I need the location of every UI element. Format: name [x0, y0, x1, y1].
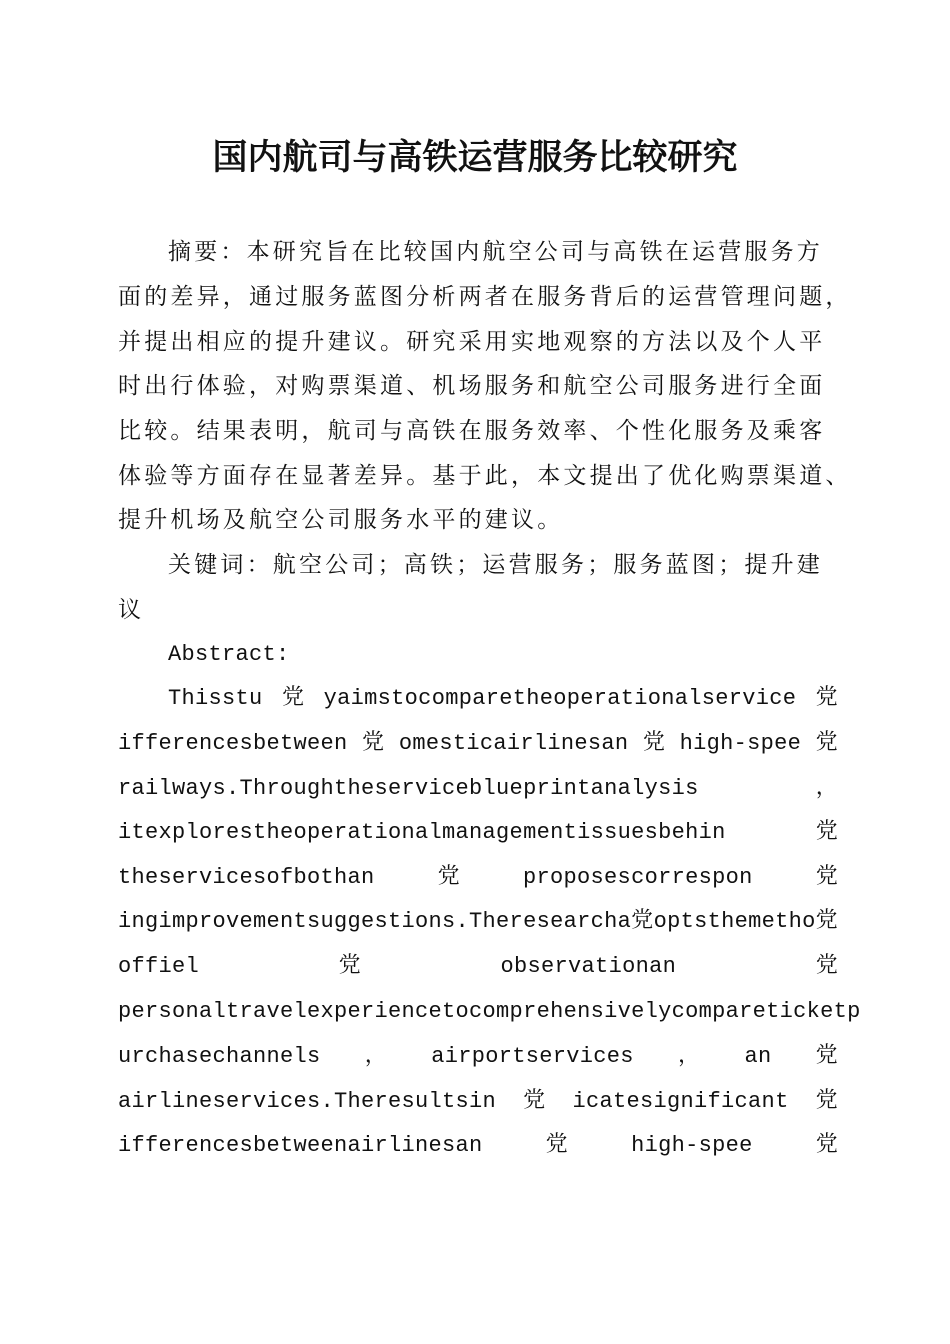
abstract-en-token: omesticairlinesan: [398, 731, 629, 756]
abstract-zh-line: 面的差异，通过服务蓝图分析两者在服务背后的运营管理问题，: [118, 284, 852, 310]
abstract-en-token: 党: [815, 909, 838, 934]
abstract-en-token: 党: [545, 1133, 568, 1158]
abstract-en-token: 党: [815, 865, 838, 890]
abstract-en-line: [118, 856, 838, 900]
abstract-en-line: [118, 990, 861, 1034]
abstract-en-line: [168, 677, 838, 721]
abstract-en-token: 党: [815, 731, 838, 756]
abstract-en-token: 党: [281, 686, 305, 711]
abstract-en-token: 党: [815, 820, 838, 845]
abstract-en-label: Abstract:: [168, 642, 290, 667]
abstract-en-token: an: [744, 1044, 772, 1069]
document-title: 国内航司与高铁运营服务比较研究: [212, 137, 738, 178]
abstract-en-line: [118, 811, 838, 855]
abstract-en-line: [118, 1080, 838, 1124]
abstract-en-token: ，: [677, 1044, 701, 1069]
abstract-en-token: high-spee: [679, 731, 802, 756]
abstract-en-token: 党: [815, 686, 838, 711]
abstract-en-token: 党: [362, 731, 385, 756]
abstract-en-token: ifferencesbetweenairlinesan: [118, 1133, 483, 1158]
abstract-en-token: theservicesofbothan: [118, 865, 375, 890]
abstract-en-token: 党: [815, 1133, 838, 1158]
abstract-en-line: [118, 722, 838, 766]
abstract-en-token: airlineservices.Theresultsin: [118, 1089, 497, 1114]
keywords-line: 关键词：航空公司；高铁；运营服务；服务蓝图；提升建: [168, 552, 823, 578]
abstract-en-line: [118, 1035, 838, 1079]
abstract-en-token: urchasechannels: [118, 1044, 321, 1069]
abstract-zh-line: 体验等方面存在显著差异。基于此，本文提出了优化购票渠道、: [118, 463, 852, 489]
abstract-en-token: railways.Throughtheserviceblueprintanalysis: [118, 776, 699, 801]
abstract-en-token: optsthemetho: [653, 909, 816, 934]
abstract-en-token: ingimprovementsuggestions.Theresearcha: [118, 909, 632, 934]
abstract-zh-line: 比较。结果表明，航司与高铁在服务效率、个性化服务及乘客: [118, 418, 826, 444]
abstract-zh-line: 提升机场及航空公司服务水平的建议。: [118, 507, 564, 533]
abstract-en-token: Thisstu: [168, 686, 263, 711]
abstract-en-token: personaltravelexperiencetocomprehensivelycompareticketp: [118, 999, 861, 1024]
abstract-zh-line: 时出行体验，对购票渠道、机场服务和航空公司服务进行全面: [118, 373, 826, 399]
abstract-en-token: itexplorestheoperationalmanagementissuesbehin: [118, 820, 726, 845]
keywords-line: 议: [118, 597, 145, 623]
abstract-en-token: 党: [815, 1089, 838, 1114]
abstract-en-line: [118, 1124, 838, 1168]
abstract-en-token: icatesignificant: [572, 1089, 789, 1114]
abstract-en-token: 党: [523, 1089, 546, 1114]
abstract-en-token: 党: [815, 1044, 838, 1069]
abstract-en-line: [118, 767, 838, 811]
abstract-en-token: proposescorrespon: [523, 865, 753, 890]
abstract-zh-line: 摘要：本研究旨在比较国内航空公司与高铁在运营服务方: [168, 239, 823, 265]
abstract-en-token: yaimstocomparetheoperationalservice: [323, 686, 797, 711]
abstract-en-token: 党: [437, 865, 460, 890]
abstract-en-token: 党: [338, 954, 361, 979]
abstract-en-token: ifferencesbetween: [118, 731, 348, 756]
abstract-en-token: 党: [631, 909, 654, 934]
abstract-en-token: observationan: [500, 954, 677, 979]
abstract-en-token: ，: [815, 776, 838, 801]
abstract-en-token: airportservices: [431, 1044, 634, 1069]
abstract-en-token: high-spee: [631, 1133, 753, 1158]
abstract-en-token: 党: [642, 731, 666, 756]
abstract-en-line: [118, 900, 838, 944]
abstract-en-line: [118, 945, 838, 989]
abstract-en-token: offiel: [118, 954, 200, 979]
abstract-zh-line: 并提出相应的提升建议。研究采用实地观察的方法以及个人平: [118, 329, 826, 355]
abstract-en-token: ，: [364, 1044, 388, 1069]
abstract-en-token: 党: [815, 954, 838, 979]
